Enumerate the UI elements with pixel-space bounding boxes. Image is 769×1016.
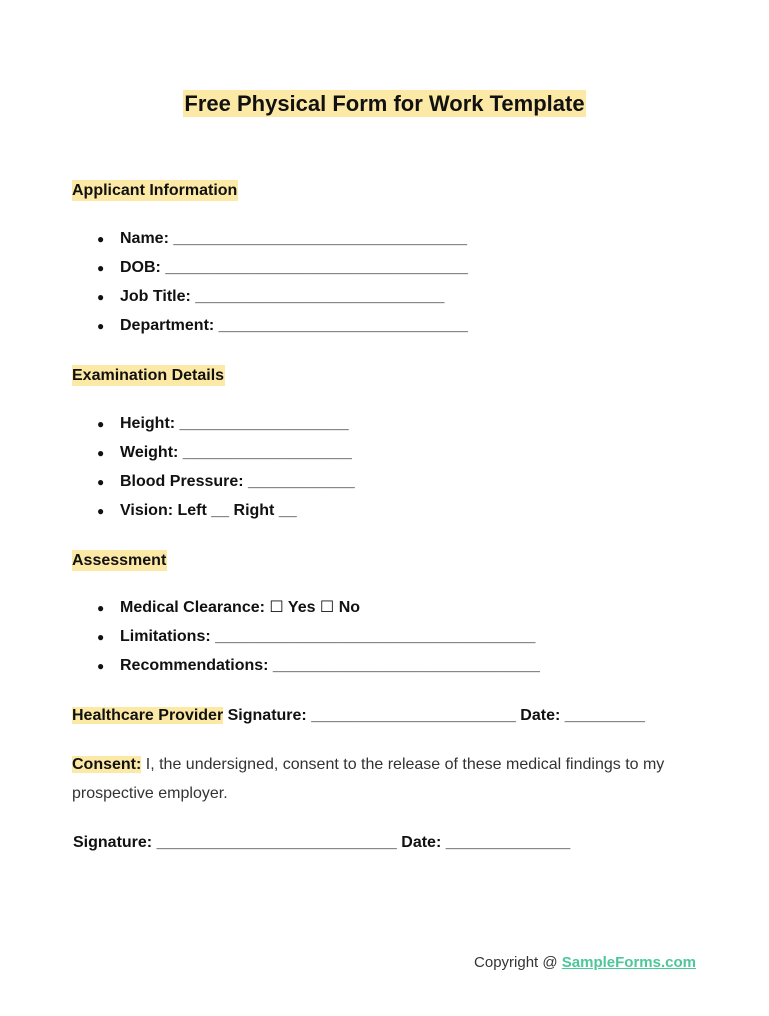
assessment-field-list: [0, 598, 540, 685]
section-heading-examination: Examination Details: [72, 367, 225, 384]
provider-signature-line: [72, 705, 645, 726]
bullet-icon: ●: [97, 232, 105, 246]
applicant-signature-line: Signature: ___________________________ Date: ______________: [73, 834, 571, 851]
list-item: [0, 656, 540, 685]
brand-link[interactable]: SampleForms.com: [561, 954, 696, 971]
bullet-icon: ●: [97, 290, 105, 304]
copyright-footer: [474, 953, 696, 973]
copyright-prefix: Copyright @: [474, 954, 562, 971]
list-item: [0, 501, 355, 530]
bullet-icon: ●: [97, 446, 105, 460]
field-dob: DOB: __________________________________: [120, 259, 468, 276]
bullet-icon: ●: [97, 417, 105, 431]
list-item: [0, 229, 468, 258]
applicant-field-list: [0, 229, 468, 345]
field-vision: Vision: Left __ Right __: [120, 502, 297, 519]
field-height: Height: ___________________: [120, 415, 349, 432]
list-item: [0, 472, 355, 501]
consent-paragraph: [72, 750, 712, 808]
field-weight: Weight: ___________________: [120, 444, 352, 461]
examination-field-list: [0, 414, 355, 530]
field-department: Department: ____________________________: [120, 317, 468, 334]
field-limitations: Limitations: ____________________________________: [120, 628, 536, 645]
section-heading-applicant: Applicant Information: [72, 182, 238, 199]
field-job-title: Job Title: ____________________________: [120, 288, 445, 305]
list-item: [0, 627, 540, 656]
list-item: [0, 414, 355, 443]
form-title-wrapper: [0, 90, 769, 118]
list-item: [0, 287, 468, 316]
list-item: [0, 258, 468, 287]
bullet-icon: ●: [97, 601, 105, 615]
provider-label: Healthcare Provider: [72, 707, 224, 724]
bullet-icon: ●: [97, 630, 105, 644]
form-title: Free Physical Form for Work Template: [184, 91, 585, 116]
consent-label: Consent:: [72, 756, 142, 773]
bullet-icon: ●: [97, 475, 105, 489]
provider-signature-date: Signature: _______________________ Date: _________: [223, 707, 645, 724]
field-recommendations: Recommendations: ______________________________: [120, 657, 540, 674]
field-blood-pressure: Blood Pressure: ____________: [120, 473, 355, 490]
bullet-icon: ●: [97, 319, 105, 333]
field-medical-clearance: Medical Clearance: ☐ Yes ☐ No: [120, 599, 361, 616]
section-heading-assessment: Assessment: [72, 552, 167, 569]
consent-text: I, the undersigned, consent to the release of these medical findings to my prospective employer.: [72, 756, 665, 802]
bullet-icon: ●: [97, 659, 105, 673]
list-item: [0, 598, 540, 627]
list-item: [0, 443, 355, 472]
bullet-icon: ●: [97, 261, 105, 275]
list-item: [0, 316, 468, 345]
field-name: Name: _________________________________: [120, 230, 467, 247]
bullet-icon: ●: [97, 504, 105, 518]
